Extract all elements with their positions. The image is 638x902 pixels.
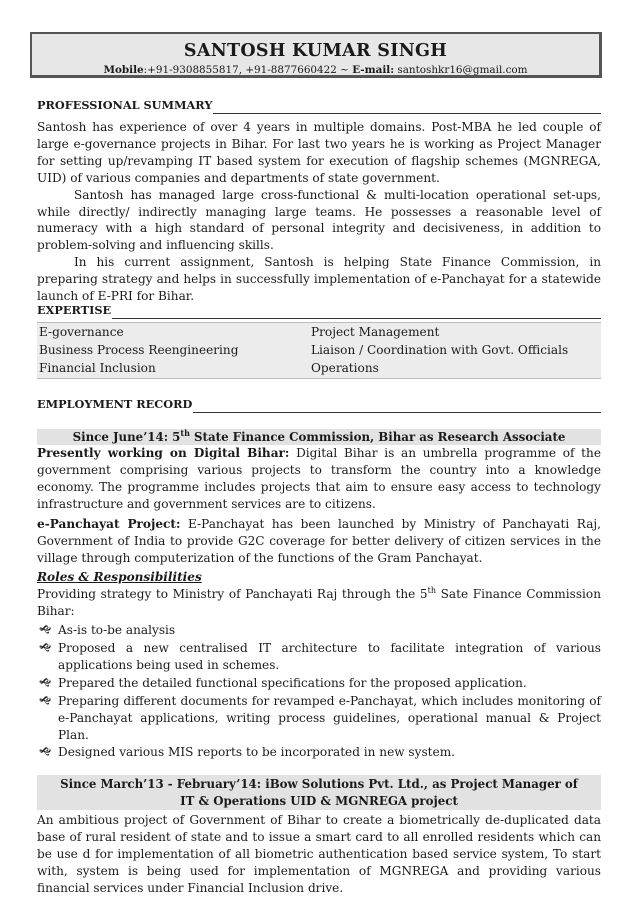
expertise-item: Operations: [311, 361, 379, 376]
expertise-item: Project Management: [311, 324, 440, 339]
list-item-text: Preparing different documents for revamped e-Panchayat, which includes monitoring of e-Panchayat applications, writing process guidelines, operational manual & Project Plan.: [58, 693, 601, 742]
email-value: santoshkr16@gmail.com: [394, 64, 528, 76]
expertise-heading: [37, 305, 601, 319]
summary-title: PROFESSIONAL SUMMARY: [37, 98, 213, 113]
roles-intro-part: Sate Finance Commission Bihar:: [37, 587, 601, 619]
bullet-icon: 🙝: [39, 675, 52, 689]
roles-heading: Roles & Responsibilities: [37, 570, 202, 585]
heading-rule: [193, 401, 601, 413]
digital-bihar-paragraph: [37, 445, 601, 513]
expertise-item: E-governance: [39, 324, 124, 339]
roles-intro-sup: th: [427, 586, 436, 596]
list-item: [37, 675, 601, 692]
bullet-icon: 🙝: [39, 693, 52, 707]
list-item: [37, 693, 601, 744]
e-panchayat-label: e-Panchayat Project:: [37, 516, 181, 531]
expertise-item: Financial Inclusion: [39, 361, 156, 376]
email-label: E-mail:: [352, 64, 395, 76]
list-item-text: As-is to-be analysis: [58, 623, 176, 638]
bullet-icon: 🙝: [39, 745, 52, 759]
summary-paragraph-2: Santosh has managed large cross-functional & multi-location operational set-ups, while directly/ indirectly managing large teams. He possesses a reasonable level of numeracy with a high standard of personal integrity and decisiveness, in addition to problem-solving and influencing skills.: [37, 187, 601, 253]
candidate-name: SANTOSH KUMAR SINGH: [183, 41, 448, 61]
heading-rule: [213, 102, 601, 114]
digital-bihar-text: Digital Bihar is an umbrella programme of the government comprising various projects to transform the country into a knowledge economy. The programme includes projects that aim to ensure easy access to technology infrastructure and government services are to citizens.: [37, 446, 601, 511]
bullet-icon: 🙝: [39, 623, 52, 637]
heading-rule: [112, 307, 601, 319]
job-1-title-sup: th: [180, 427, 190, 438]
list-item-text: Proposed a new centralised IT architecture to facilitate integration of various applications being used in schemes.: [58, 641, 601, 672]
summary-paragraph-3: In his current assignment, Santosh is helping State Finance Commission, in preparing strategy and helps in successfully implementation of e-Panchayat for a statewide launch of E-PRI for Bihar.: [37, 255, 601, 304]
expertise-table: [37, 322, 601, 379]
job-2-paragraph: An ambitious project of Government of Bihar to create a biometrically de-duplicated data base of rural resident of state and to issue a smart card to all enrolled residents which can be use d for implementation of all biometric authentication based service system, To start with, system is being used for implementation of MGNREGA and providing various financial services under Financial Inclusion drive.: [37, 813, 601, 896]
employment-title: EMPLOYMENT RECORD: [37, 396, 193, 411]
list-item: [37, 640, 601, 674]
roles-intro-part: Providing strategy to Ministry of Panchayati Raj through the 5: [37, 587, 428, 602]
list-item-text: Designed various MIS reports to be incorporated in new system.: [58, 745, 456, 760]
job-2-title-bar: Since March’13 - February’14: iBow Solutions Pvt. Ltd., as Project Manager of IT & Operations UID & MGNREGA project: [37, 775, 601, 810]
employment-heading: [37, 396, 601, 413]
bullet-icon: 🙝: [39, 641, 52, 655]
e-panchayat-text: E-Panchayat has been launched by Ministry of Panchayati Raj, Government of India to provide G2C coverage for better delivery of citizen services in the village through computerization of the functions of the Gram Panchayat.: [37, 516, 601, 565]
list-item: [37, 622, 601, 639]
digital-bihar-label: Presently working on Digital Bihar:: [37, 446, 290, 461]
summary-paragraph-1: Santosh has experience of over 4 years in multiple domains. Post-MBA he led couple of large e-governance projects in Bihar. For last two years he is working as Project Manager for setting up/revamping IT based system for execution of flagship schemes (MGNREGA, UID) of various companies and departments of state government.: [37, 120, 601, 185]
roles-list: [37, 622, 601, 761]
job-1-title-part: Since June’14: 5: [72, 429, 181, 444]
expertise-item: Liaison / Coordination with Govt. Officials: [311, 343, 569, 358]
list-item-text: Prepared the detailed functional specifications for the proposed application.: [58, 675, 527, 690]
job-1-title-part: State Finance Commission, Bihar as Research Associate: [189, 429, 566, 444]
resume-body: [37, 100, 601, 897]
mobile-label: Mobile: [103, 64, 144, 76]
expertise-item: Business Process Reengineering: [39, 343, 239, 358]
summary-heading: [37, 100, 601, 114]
job-1-title-bar: [37, 429, 601, 446]
contact-line: [32, 64, 599, 77]
expertise-title: EXPERTISE: [37, 303, 112, 318]
roles-intro: [37, 586, 601, 620]
e-panchayat-paragraph: [37, 516, 601, 567]
list-item: [37, 744, 601, 761]
resume-header: [30, 32, 602, 78]
mobile-value: :+91-9308855817, +91-8877660422 ~: [143, 64, 353, 76]
